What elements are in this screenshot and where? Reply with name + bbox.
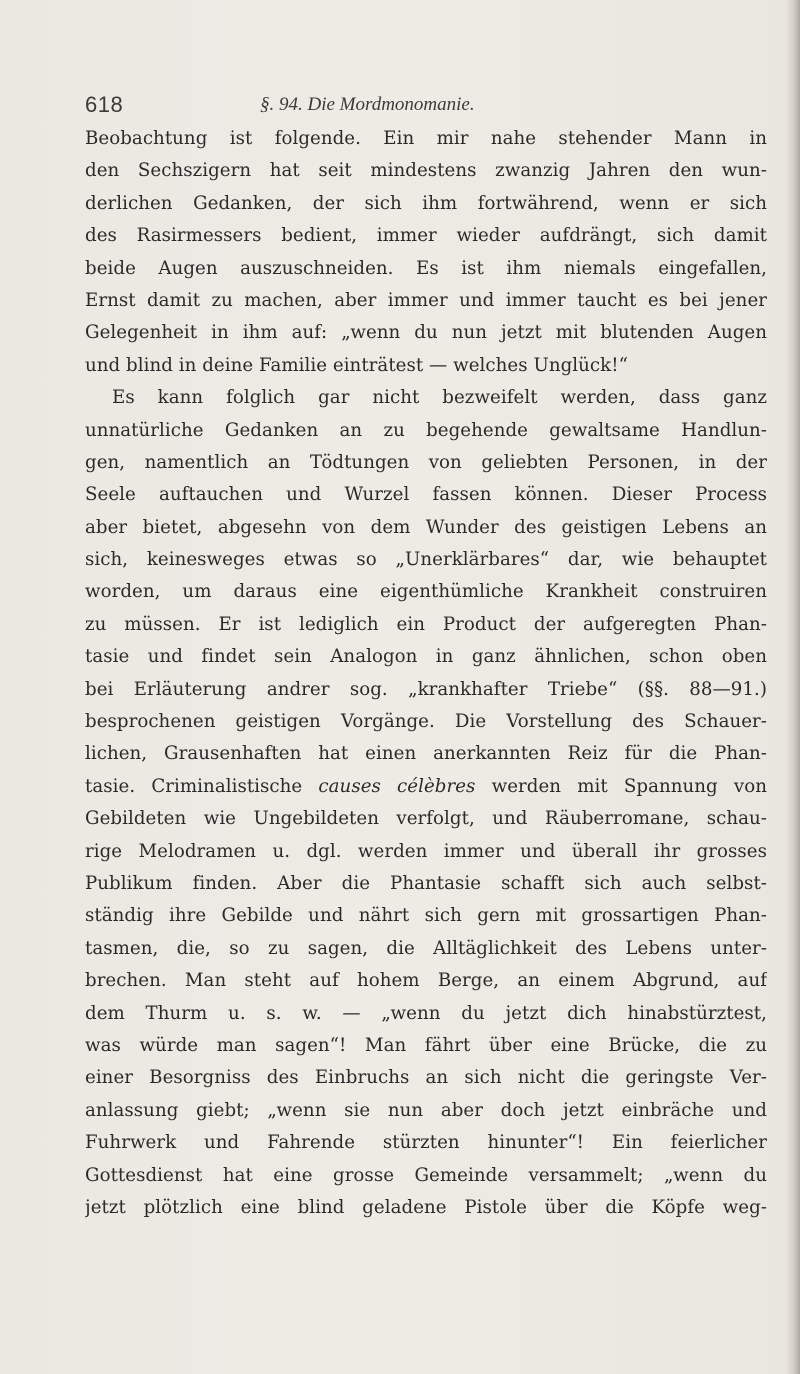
text-line: tasmen, die, so zu sagen, die Alltäglichkeit des Lebens unter- (85, 937, 767, 959)
text-line: unnatürliche Gedanken an zu begehende gewaltsame Handlun- (85, 419, 767, 441)
text-line: besprochenen geistigen Vorgänge. Die Vorstellung des Schauer- (85, 711, 767, 733)
body-text (85, 123, 767, 1224)
paragraph (85, 382, 767, 1224)
text-line: Ernst damit zu machen, aber immer und immer taucht es bei jener (85, 289, 767, 311)
text-line: brechen. Man steht auf hohem Berge, an einem Abgrund, auf (85, 970, 767, 992)
text-line: anlassung giebt; „wenn sie nun aber doch jetzt einbräche und (85, 1099, 767, 1121)
text-line: zu müssen. Er ist lediglich ein Product der aufgeregten Phan- (85, 613, 767, 635)
text-line: Publikum finden. Aber die Phantasie schafft sich auch selbst- (85, 872, 767, 894)
text-line: tasie und findet sein Analogon in ganz ähnlichen, schon oben (85, 646, 767, 668)
paragraph (85, 123, 767, 382)
text-line: lichen, Grausenhaften hat einen anerkannten Reiz für die Phan- (85, 743, 767, 765)
text-line: rige Melodramen u. dgl. werden immer und überall ihr grosses (85, 840, 767, 862)
text-line: ständig ihre Gebilde und nährt sich gern mit grossartigen Phan- (85, 905, 767, 927)
text-line: gen, namentlich an Tödtungen von geliebten Personen, in der (85, 451, 767, 473)
text-line: bei Erläuterung andrer sog. „krankhafter Triebe“ (§§. 88—91.) (85, 678, 767, 700)
text-line: den Sechszigern hat seit mindestens zwanzig Jahren den wun- (85, 160, 767, 182)
text-line: worden, um daraus eine eigenthümliche Krankheit construiren (85, 581, 767, 603)
text-line: dem Thurm u. s. w. — „wenn du jetzt dich hinabstürztest, (85, 1002, 767, 1024)
page-edge-shadow (786, 0, 800, 1374)
text-line: aber bietet, abgesehn von dem Wunder des geistigen Lebens an (85, 516, 767, 538)
text-line: Seele auftauchen und Wurzel fassen können. Dieser Process (85, 484, 767, 506)
running-head: §. 94. Die Mordmonomanie. (260, 94, 475, 115)
text-line: des Rasirmessers bedient, immer wieder aufdrängt, sich damit (85, 225, 767, 247)
text-line: Gebildeten wie Ungebildeten verfolgt, und Räuberromane, schau- (85, 808, 767, 830)
page-number: 618 (85, 92, 124, 117)
text-line: sich, keinesweges etwas so „Unerklärbares“ dar, wie behauptet (85, 549, 767, 571)
text-line: tasie. Criminalistische causes célèbres werden mit Spannung von (85, 775, 767, 797)
text-line: Fuhrwerk und Fahrende stürzten hinunter“! Ein feierlicher (85, 1132, 767, 1154)
text-line: jetzt plötzlich eine blind geladene Pistole über die Köpfe weg- (85, 1196, 767, 1218)
text-line: einer Besorgniss des Einbruchs an sich nicht die geringste Ver- (85, 1067, 767, 1089)
text-line: Gottesdienst hat eine grosse Gemeinde versammelt; „wenn du (85, 1164, 767, 1186)
text-line: Gelegenheit in ihm auf: „wenn du nun jetzt mit blutenden Augen (85, 322, 767, 344)
text-line: beide Augen auszuschneiden. Es ist ihm niemals eingefallen, (85, 257, 767, 279)
text-line: und blind in deine Familie einträtest — welches Unglück!“ (85, 354, 628, 376)
text-line: Beobachtung ist folgende. Ein mir nahe stehender Mann in (85, 128, 767, 149)
text-line: was würde man sagen“! Man fährt über eine Brücke, die zu (85, 1034, 767, 1056)
text-line: Es kann folglich gar nicht bezweifelt werden, dass ganz (112, 387, 767, 409)
text-line: derlichen Gedanken, der sich ihm fortwährend, wenn er sich (85, 192, 767, 214)
